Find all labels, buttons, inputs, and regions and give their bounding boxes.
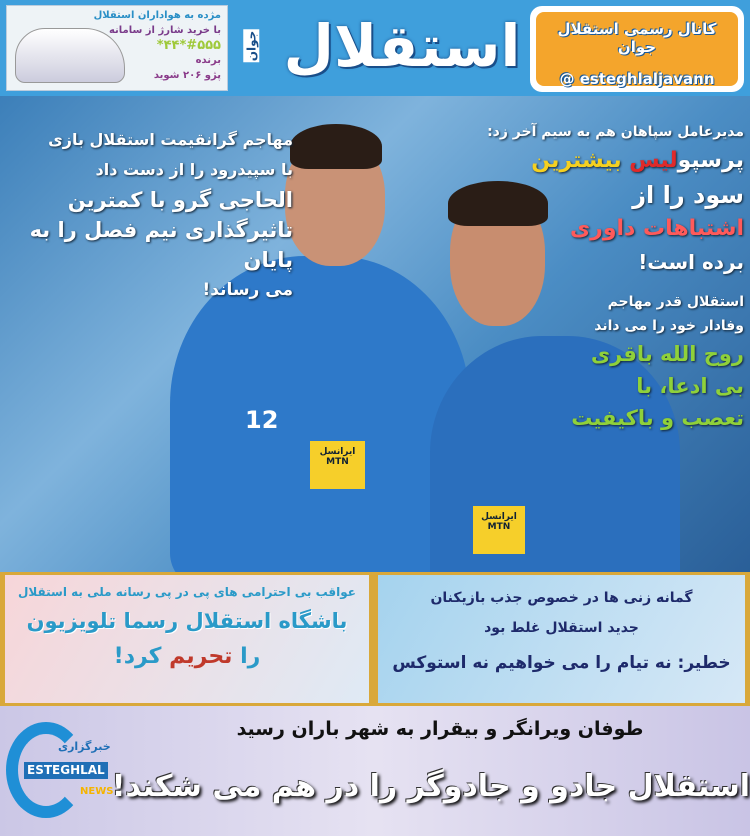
story-headline: الحاجی گرو با کمترین (67, 188, 293, 212)
jersey-number: 12 (245, 406, 279, 434)
story-kicker: وفادار خود را می داند (594, 318, 744, 334)
newspaper-logo (235, 0, 535, 96)
headline-part: تحریم (169, 644, 233, 669)
headline-part: پرسپو (677, 148, 744, 173)
car-image (15, 28, 125, 83)
player-left-hair (290, 124, 382, 169)
story-headline: تاثیرگذاری نیم فصل را به پایان (29, 218, 293, 272)
story-headline: روح الله باقری (590, 342, 744, 366)
left-story[interactable] (8, 125, 293, 305)
story-headline: خطیر: نه تیام را می خواهیم نه استوکس (392, 653, 731, 673)
story-kicker: مدیرعامل سپاهان هم به سیم آخر زد: (487, 124, 744, 140)
story-headline: اشتباهات داوری (569, 216, 744, 241)
story-headline: برده است! (638, 250, 744, 274)
logo-subtitle: جوان (244, 30, 259, 62)
watermark-text: ESTEGHLAL (24, 762, 108, 779)
channel-title: کانال رسمی استقلال جوان (557, 20, 717, 56)
story-kicker: جدید استقلال غلط بود (484, 620, 639, 636)
story-kicker: عواقب بی احترامی های پی در پی رسانه ملی به استقلال (17, 585, 357, 599)
watermark-text: خبرگزاری (58, 740, 111, 753)
banner-kicker: طوفان ویرانگر و بیقرار به شهر باران رسید (236, 718, 644, 740)
right-story[interactable] (448, 120, 744, 434)
ad-code: #۵۵۵*۴۴* (156, 38, 221, 53)
story-kicker: گمانه زنی ها در خصوص جذب بازیکنان (430, 590, 693, 606)
banner-headline: استقلال جادو و جادوگر را در هم می شکند! (111, 769, 750, 804)
story-headline: سود را از (632, 181, 744, 209)
transfer-story[interactable] (378, 575, 745, 703)
ad-line: با خرید شارژ از سامانه (108, 25, 221, 36)
ad-line: مژده به هواداران استقلال (93, 10, 221, 21)
story-kicker: با سپیدرود را از دست داد (95, 160, 293, 179)
channel-handle[interactable]: @ esteghlaljavann (559, 70, 715, 88)
headline-part: لیس (629, 148, 678, 173)
channel-badge[interactable] (530, 6, 744, 92)
sponsor-patch: ایرانسل MTN (310, 441, 365, 489)
story-headline: تعصب و باکیفیت (571, 406, 744, 430)
headline-part: بیشترین (531, 148, 622, 173)
story-kicker: مهاجم گرانقیمت استقلال بازی (48, 130, 293, 149)
logo-title: استقلال (283, 12, 521, 80)
story-kicker: استقلال قدر مهاجم (607, 294, 744, 310)
sponsor-patch: ایرانسل MTN (473, 506, 525, 554)
car-ad[interactable] (6, 5, 228, 91)
story-headline: می رساند! (202, 280, 293, 300)
ad-line: پژو ۲۰۶ شوید (153, 70, 221, 81)
headline-part: کرد! (113, 644, 170, 669)
story-headline: باشگاه استقلال رسما تلویزیون (26, 609, 348, 633)
tv-boycott-story[interactable] (5, 575, 369, 703)
watermark-text: NEWS (80, 786, 114, 797)
headline-part: را (232, 644, 261, 669)
story-headline: بی ادعا، با (636, 374, 744, 398)
esteghlal-news-watermark (6, 718, 126, 830)
ad-line: برنده (195, 55, 221, 66)
